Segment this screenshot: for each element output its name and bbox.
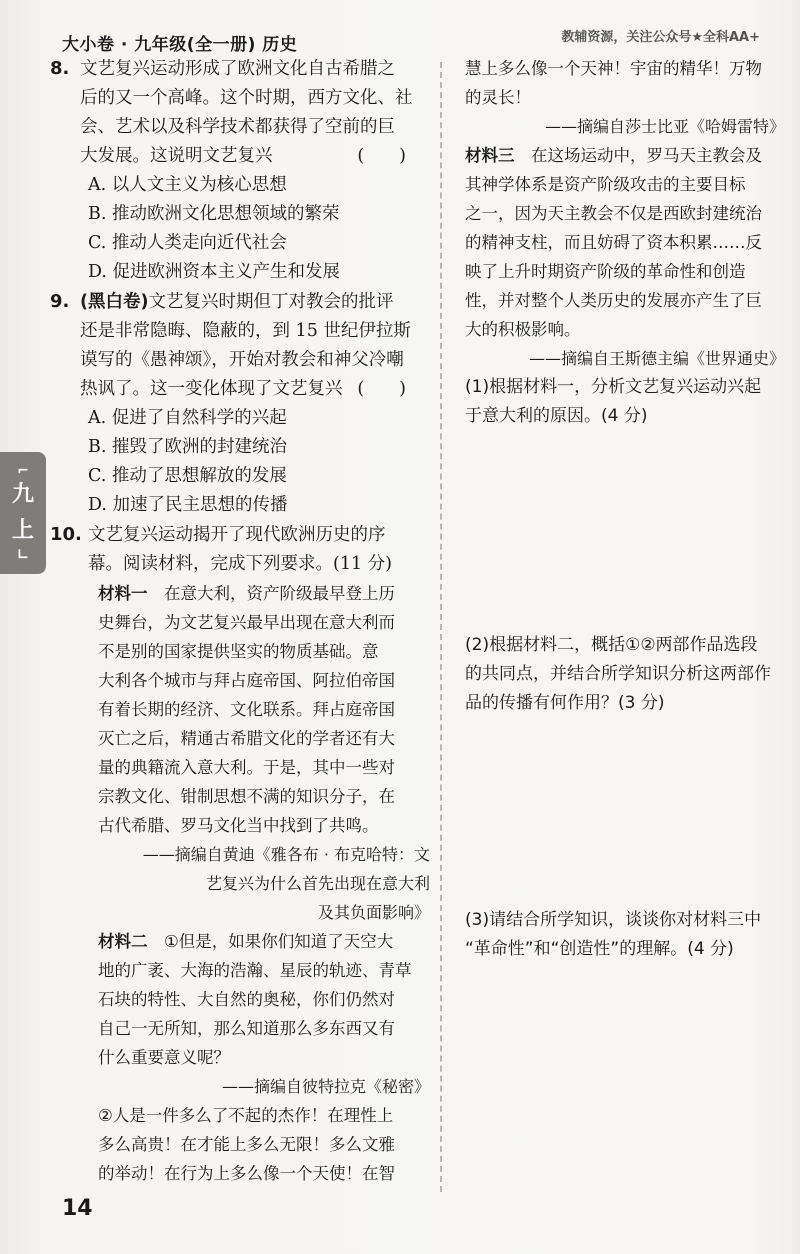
question-number: 8. (50, 58, 70, 79)
question-text: 后的又一个高峰。这个时期，西方文化、社 (80, 88, 413, 108)
left-column (50, 54, 430, 1188)
sub-question-3: (3)请结合所学知识，谈谈你对材料三中 (465, 910, 762, 930)
material-3-label: 材料三 (465, 146, 515, 165)
material-text: ②人是一件多么了不起的杰作！在理性上 (98, 1106, 394, 1125)
sub-question-1: (1)根据材料一，分析文艺复兴运动兴起 (465, 377, 762, 397)
bracket-icon: ⌐ (17, 463, 29, 479)
question-10 (50, 520, 430, 1188)
material-source: ——摘编自黄迪《雅各布 · 布克哈特：文 (142, 845, 430, 864)
material-text: 大的积极影响。 (465, 320, 581, 339)
material-text: 古代希腊、罗马文化当中找到了共鸣。 (98, 816, 379, 835)
question-text: 谟写的《愚神颂》，开始对教会和神父冷嘲 (80, 350, 404, 370)
question-text: 会、艺术以及科学技术都获得了空前的巨 (80, 117, 395, 137)
sub-question-2: 品的传播有何作用？(3 分) (465, 693, 665, 713)
material-source: ——摘编自彼特拉克《秘密》 (221, 1077, 430, 1096)
column-divider (440, 62, 442, 1192)
option-a: A. 以人文主义为核心思想 (88, 175, 287, 195)
side-tab-line1: 九 (11, 482, 34, 507)
material-text: 量的典籍流入意大利。于是，其中一些对 (98, 758, 395, 777)
option-b: B. 推动欧洲文化思想领域的繁荣 (88, 204, 340, 224)
question-8 (50, 54, 430, 287)
question-text: 文艺复兴时期但丁对教会的批评 (148, 292, 394, 312)
question-text: 还是非常隐晦、隐蔽的，到 15 世纪伊拉斯 (80, 321, 411, 341)
material-text: 地的广袤、大海的浩瀚、星辰的轨迹、青草 (98, 961, 412, 980)
material-text: 的精神支柱，而且妨碍了资本积累……反 (465, 233, 762, 252)
material-text: 自己一无所知，那么知道那么多东西又有 (98, 1019, 395, 1038)
answer-blank: ( ) (357, 379, 406, 399)
material-text: 有着长期的经济、文化联系。拜占庭帝国 (98, 700, 395, 719)
option-b: B. 摧毁了欧洲的封建统治 (88, 437, 287, 457)
option-c: C. 推动了思想解放的发展 (88, 466, 287, 486)
material-source: ——摘编自王斯德主编《世界通史》 (528, 349, 785, 368)
question-9 (50, 287, 430, 520)
sub-question-3: “革命性”和“创造性”的理解。(4 分) (465, 939, 734, 959)
material-source: ——摘编自莎士比亚《哈姆雷特》 (544, 117, 785, 136)
material-text: 在这场运动中，罗马天主教会及 (531, 146, 762, 165)
grade-side-tab (0, 452, 46, 574)
book-title: 大小卷 · 九年级(全一册) 历史 (62, 35, 298, 55)
material-text: 多么高贵！在才能上多么无限！多么文雅 (98, 1135, 395, 1154)
material-2-label: 材料二 (98, 932, 148, 951)
question-text: 大发展。这说明文艺复兴 (80, 146, 273, 166)
material-1-label: 材料一 (98, 584, 148, 603)
material-source: 艺复兴为什么首先出现在意大利 (205, 874, 430, 893)
side-tab-line2: 上 (11, 518, 34, 543)
bracket-icon: ∟ (17, 547, 29, 563)
option-c: C. 推动人类走向近代社会 (88, 233, 287, 253)
sub-question-1: 于意大利的原因。(4 分) (465, 406, 648, 426)
answer-blank: ( ) (357, 146, 406, 166)
material-text: 宗教文化、钳制思想不满的知识分子，在 (98, 787, 395, 806)
option-a: A. 促进了自然科学的兴起 (88, 408, 287, 428)
material-text: 什么重要意义呢？ (98, 1048, 230, 1067)
question-text: 热讽了。这一变化体现了文艺复兴 (80, 379, 343, 399)
sub-question-2: (2)根据材料二，概括①②两部作品选段 (465, 635, 758, 655)
right-column (465, 54, 785, 964)
answer-space (465, 431, 785, 631)
material-text: 史舞台，为文艺复兴最早出现在意大利而 (98, 613, 395, 632)
question-number: 9. (50, 291, 70, 312)
material-text: 大利各个城市与拜占庭帝国、阿拉伯帝国 (98, 671, 395, 690)
material-text: 映了上升时期资产阶级的革命性和创造 (465, 262, 746, 281)
question-text: 幕。阅读材料，完成下列要求。(11 分) (88, 554, 392, 574)
question-text: 文艺复兴运动揭开了现代欧洲历史的序 (88, 525, 386, 545)
material-text: 之一，因为天主教会不仅是西欧封建统治 (465, 204, 762, 223)
question-tag: (黑白卷) (80, 292, 149, 312)
material-text: 灭亡之后，精通古希腊文化的学者还有大 (98, 729, 395, 748)
material-text: ①但是，如果你们知道了天空大 (164, 932, 394, 951)
sub-question-2: 的共同点，并结合所学知识分析这两部作 (465, 664, 771, 684)
page-number: 14 (62, 1196, 93, 1221)
material-text: 其神学体系是资产阶级攻击的主要目标 (465, 175, 746, 194)
material-text: 石块的特性、大自然的奥秘，你们仍然对 (98, 990, 395, 1009)
material-text: 慧上多么像一个天神！宇宙的精华！万物 (465, 59, 762, 78)
material-source: 及其负面影响》 (317, 903, 430, 922)
material-text: 在意大利，资产阶级最早登上历 (164, 584, 395, 603)
material-text: 不是别的国家提供坚实的物质基础。意 (98, 642, 379, 661)
question-number: 10. (50, 524, 82, 545)
answer-space (465, 718, 785, 906)
material-text: 的灵长！ (465, 88, 531, 107)
question-text: 文艺复兴运动形成了欧洲文化自古希腊之 (80, 59, 395, 79)
header-ad: 教辅资源，关注公众号★全科AA+ (561, 30, 760, 45)
option-d: D. 加速了民主思想的传播 (88, 495, 288, 515)
material-text: 性，并对整个人类历史的发展亦产生了巨 (465, 291, 762, 310)
material-text: 的举动！在行为上多么像一个天使！在智 (98, 1164, 395, 1183)
option-d: D. 促进欧洲资本主义产生和发展 (88, 262, 341, 282)
